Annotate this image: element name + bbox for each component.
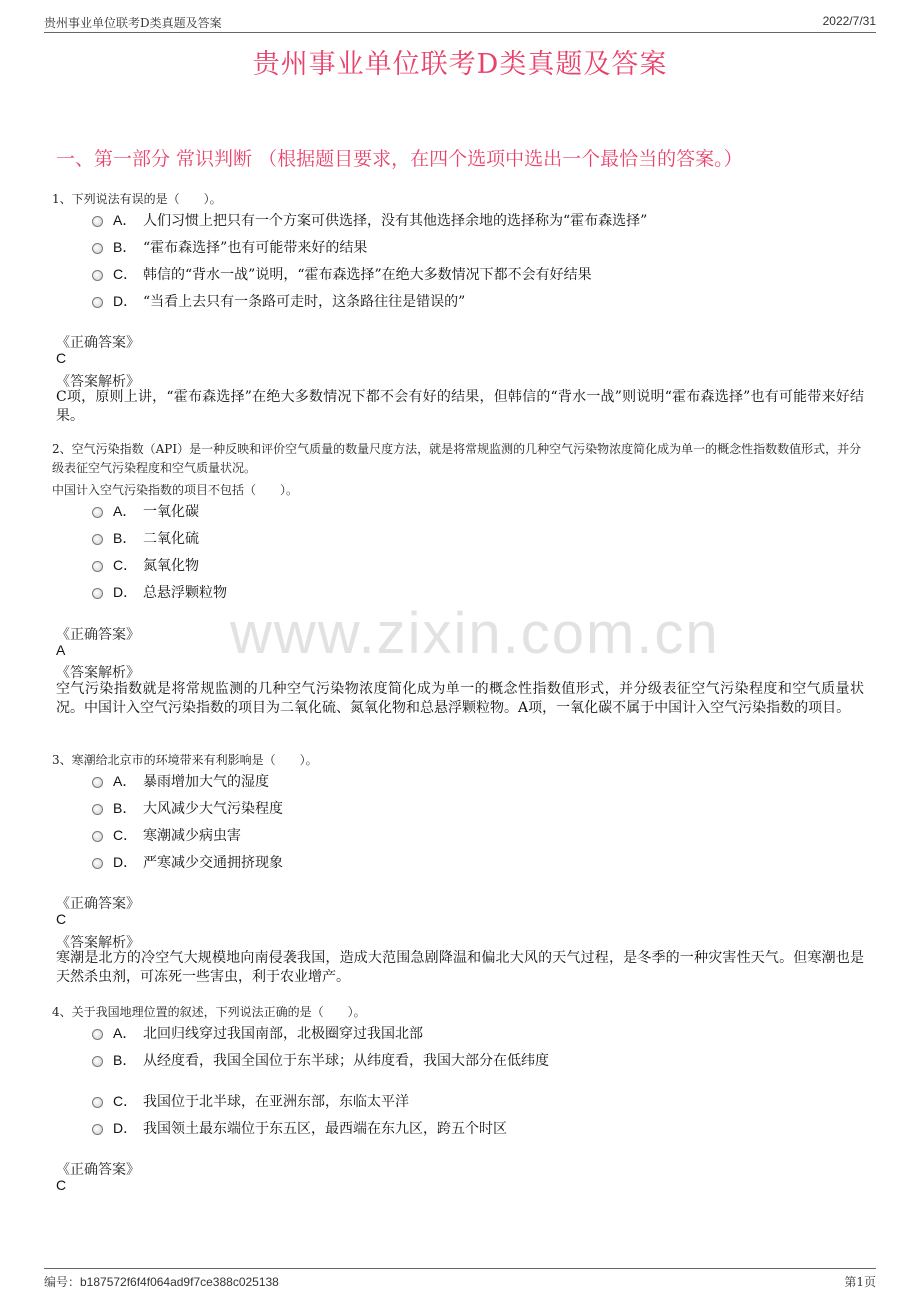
answer-label: 《正确答案》 — [56, 896, 140, 912]
option-text: 总悬浮颗粒物 — [143, 585, 227, 601]
option-letter: A． — [113, 212, 137, 228]
header-date: 2022/7/31 — [822, 14, 876, 28]
page-footer — [44, 1268, 876, 1291]
option-letter: C． — [113, 827, 138, 843]
option-letter: A． — [113, 1025, 137, 1041]
question-4-option-c[interactable] — [92, 1091, 409, 1111]
radio-icon[interactable] — [92, 1029, 103, 1040]
footer-doc-id: 编号：b187572f6f4f064ad9f7ce388c025138 — [44, 1275, 279, 1289]
question-3-option-b[interactable] — [92, 798, 283, 818]
analysis-label: 《答案解析》 — [56, 374, 140, 390]
option-text: 大风减少大气污染程度 — [143, 801, 283, 817]
question-4-option-b[interactable] — [92, 1050, 549, 1070]
option-text: 韩信的“背水一战”说明，“霍布森选择”在绝大多数情况下都不会有好结果 — [143, 267, 592, 283]
option-letter: C． — [113, 1093, 138, 1109]
question-2-option-a[interactable] — [92, 501, 199, 521]
question-2-option-d[interactable] — [92, 582, 227, 602]
radio-icon[interactable] — [92, 831, 103, 842]
radio-icon[interactable] — [92, 561, 103, 572]
header-doc-title: 贵州事业单位联考D类真题及答案 — [44, 16, 222, 30]
radio-icon[interactable] — [92, 588, 103, 599]
analysis-label: 《答案解析》 — [56, 935, 140, 951]
option-letter: A． — [113, 773, 137, 789]
radio-icon[interactable] — [92, 216, 103, 227]
footer-page-number: 第1页 — [844, 1275, 876, 1289]
radio-icon[interactable] — [92, 777, 103, 788]
radio-icon[interactable] — [92, 1097, 103, 1108]
question-1-option-d[interactable] — [92, 291, 465, 311]
question-3-stem: 3、寒潮给北京市的环境带来有利影响是（ ）。 — [52, 753, 318, 767]
option-text: 我国领土最东端位于东五区，最西端在东九区，跨五个时区 — [143, 1121, 507, 1137]
option-letter: B． — [113, 239, 137, 255]
radio-icon[interactable] — [92, 297, 103, 308]
option-letter: B． — [113, 1052, 137, 1068]
radio-icon[interactable] — [92, 1124, 103, 1135]
option-text: 氮氧化物 — [143, 558, 199, 574]
question-1-option-a[interactable] — [92, 210, 647, 230]
option-text: 北回归线穿过我国南部，北极圈穿过我国北部 — [143, 1026, 423, 1042]
option-text: 暴雨增加大气的湿度 — [143, 774, 269, 790]
option-text: 我国位于北半球，在亚洲东部，东临太平洋 — [143, 1094, 409, 1110]
question-4-answer: C — [56, 1177, 67, 1193]
question-2-answer: A — [56, 642, 66, 658]
option-text: “霍布森选择”也有可能带来好的结果 — [143, 240, 368, 256]
option-letter: D． — [113, 293, 138, 309]
answer-label: 《正确答案》 — [56, 335, 140, 351]
answer-label: 《正确答案》 — [56, 1162, 140, 1178]
radio-icon[interactable] — [92, 804, 103, 815]
radio-icon[interactable] — [92, 270, 103, 281]
page-header — [44, 12, 876, 33]
question-2-option-b[interactable] — [92, 528, 199, 548]
analysis-label: 《答案解析》 — [56, 665, 140, 681]
radio-icon[interactable] — [92, 507, 103, 518]
option-text: 一氧化碳 — [143, 504, 199, 520]
option-letter: C． — [113, 557, 138, 573]
question-3-option-a[interactable] — [92, 771, 269, 791]
option-text: 寒潮减少病虫害 — [143, 828, 241, 844]
question-2-stem: 中国计入空气污染指数的项目不包括（ ）。 — [52, 483, 299, 497]
question-1-answer: C — [56, 350, 67, 366]
option-text: 人们习惯上把只有一个方案可供选择，没有其他选择余地的选择称为“霍布森选择” — [143, 213, 648, 229]
question-3-option-c[interactable] — [92, 825, 241, 845]
question-3-analysis: 寒潮是北方的冷空气大规模地向南侵袭我国，造成大范围急剧降温和偏北大风的天气过程，是冬季的一种灾害性天气。但寒潮也是天然杀虫剂，可冻死一些害虫，利于农业增产。 — [56, 950, 864, 985]
radio-icon[interactable] — [92, 534, 103, 545]
option-text: 从经度看，我国全国位于东半球；从纬度看，我国大部分在低纬度 — [143, 1053, 549, 1069]
option-letter: B． — [113, 800, 137, 816]
option-letter: D． — [113, 584, 138, 600]
answer-label: 《正确答案》 — [56, 627, 140, 643]
watermark: www.zixin.com.cn — [230, 601, 720, 666]
option-letter: C． — [113, 266, 138, 282]
question-1-option-c[interactable] — [92, 264, 592, 284]
section-title: 一、第一部分 常识判断 （根据题目要求，在四个选项中选出一个最恰当的答案。） — [56, 148, 743, 170]
question-1-stem: 1、下列说法有误的是（ ）。 — [52, 192, 222, 206]
option-letter: B． — [113, 530, 137, 546]
question-4-option-d[interactable] — [92, 1118, 507, 1138]
question-1-analysis: C项，原则上讲，“霍布森选择”在绝大多数情况下都不会有好的结果，但韩信的“背水一战”则说明“霍布森选择”也有可能带来好结果。 — [56, 389, 864, 424]
option-text: “当看上去只有一条路可走时，这条路往往是错误的” — [143, 294, 466, 310]
question-3-option-d[interactable] — [92, 852, 283, 872]
question-2-analysis: 空气污染指数就是将常规监测的几种空气污染物浓度简化成为单一的概念性指数值形式，并分级表征空气污染程度和空气质量状况。中国计入空气污染指数的项目为二氧化硫、氮氧化物和总悬浮颗粒物。A项，一氧化碳不属于中国计入空气污染指数的项目。 — [56, 681, 864, 716]
question-2-option-c[interactable] — [92, 555, 199, 575]
radio-icon[interactable] — [92, 858, 103, 869]
option-letter: D． — [113, 854, 138, 870]
option-text: 二氧化硫 — [143, 531, 199, 547]
radio-icon[interactable] — [92, 1056, 103, 1067]
question-2-context: 2、空气污染指数（API）是一种反映和评价空气质量的数量尺度方法，就是将常规监测的几种空气污染物浓度简化成为单一的概念性指数数值形式，并分级表征空气污染程度和空气质量状况。 — [52, 442, 862, 475]
question-1-option-b[interactable] — [92, 237, 367, 257]
question-4-stem: 4、关于我国地理位置的叙述，下列说法正确的是（ ）。 — [52, 1005, 366, 1019]
document-title: 贵州事业单位联考D类真题及答案 — [252, 49, 668, 80]
option-text: 严寒减少交通拥挤现象 — [143, 855, 283, 871]
radio-icon[interactable] — [92, 243, 103, 254]
option-letter: A． — [113, 503, 137, 519]
option-letter: D． — [113, 1120, 138, 1136]
question-4-option-a[interactable] — [92, 1023, 423, 1043]
question-3-answer: C — [56, 911, 67, 927]
